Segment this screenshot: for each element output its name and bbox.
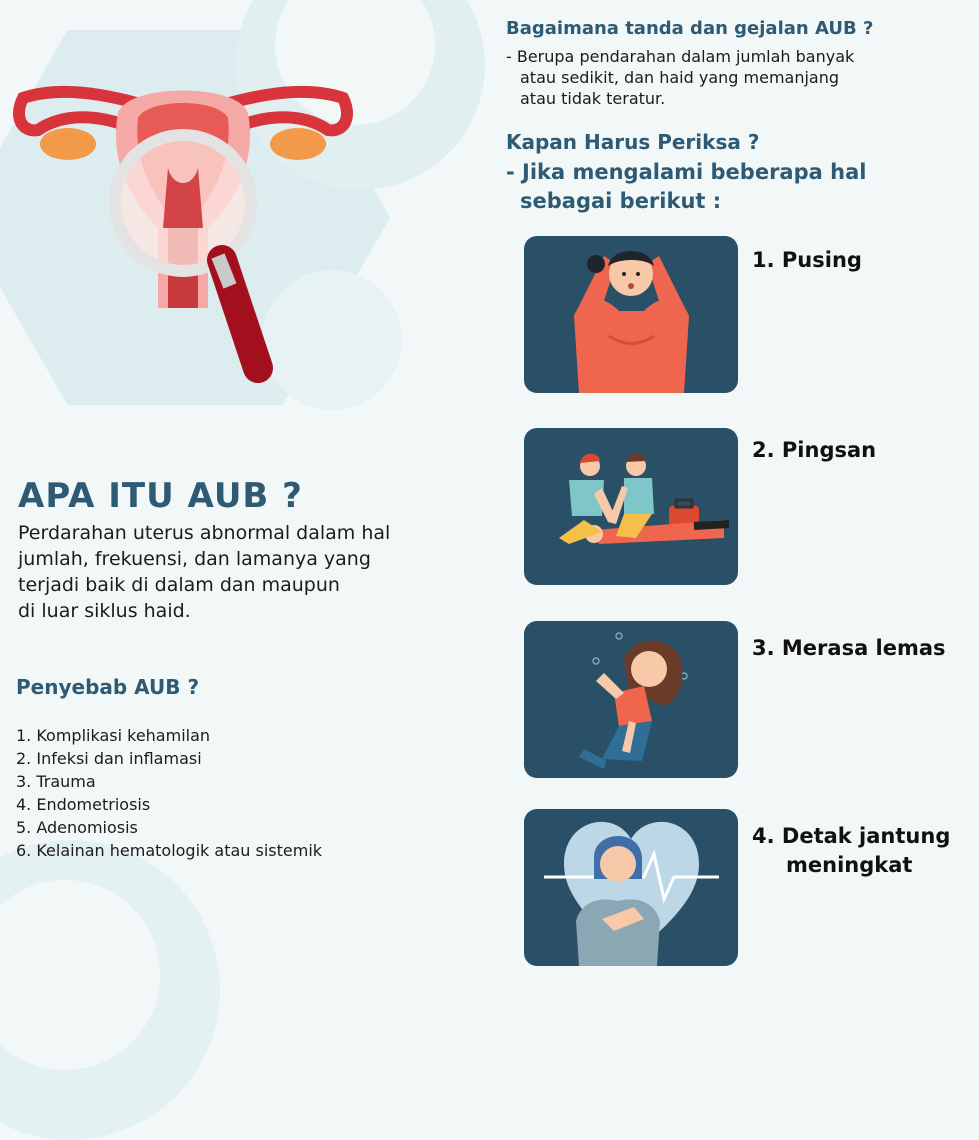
weak-kneeling-woman-icon xyxy=(524,621,738,778)
list-item: 4. Endometriosis xyxy=(16,795,151,814)
symptom-card-faint xyxy=(524,428,738,585)
list-item: 1. Komplikasi kehamilan xyxy=(16,726,211,745)
symptom-label-text: 1. Pusing xyxy=(752,248,862,272)
list-item: 3. Trauma xyxy=(16,772,96,791)
when-check-description xyxy=(506,158,866,216)
signs-line: atau tidak teratur. xyxy=(520,89,666,108)
when-check-line: sebagai berikut : xyxy=(520,189,722,213)
cpr-rescue-icon xyxy=(524,428,738,585)
about-line: di luar siklus haid. xyxy=(18,600,191,622)
page-title: APA ITU AUB ? xyxy=(18,476,303,516)
when-check-line: - Jika mengalami beberapa hal xyxy=(506,160,867,184)
causes-title: Penyebab AUB ? xyxy=(16,675,200,699)
about-line: jumlah, frekuensi, dan lamanya yang xyxy=(18,548,371,570)
symptom-label-heartbeat xyxy=(752,822,950,880)
symptom-label-text: 3. Merasa lemas xyxy=(752,636,946,660)
heartbeat-person-icon xyxy=(524,809,738,966)
symptom-label-dizzy xyxy=(752,246,862,275)
symptom-card-dizzy xyxy=(524,236,738,393)
about-line: Perdarahan uterus abnormal dalam hal xyxy=(18,522,391,544)
symptom-label-weak xyxy=(752,634,946,663)
symptom-label-faint xyxy=(752,436,876,465)
list-item: 5. Adenomiosis xyxy=(16,818,138,837)
list-item: 6. Kelainan hematologik atau sistemik xyxy=(16,841,323,860)
symptom-card-heartbeat xyxy=(524,809,738,966)
uterus-magnifier-icon xyxy=(8,78,358,390)
symptom-card-weak xyxy=(524,621,738,778)
about-line: terjadi baik di dalam dan maupun xyxy=(18,574,340,596)
about-description xyxy=(18,520,390,624)
signs-title: Bagaimana tanda dan gejalan AUB ? xyxy=(506,18,874,39)
causes-list xyxy=(16,724,322,862)
symptom-label-text: 4. Detak jantung xyxy=(752,824,951,848)
when-check-title: Kapan Harus Periksa ? xyxy=(506,130,760,154)
signs-description xyxy=(506,46,966,109)
dizzy-person-icon xyxy=(524,236,738,393)
symptom-label-text: meningkat xyxy=(786,853,913,877)
signs-line: - Berupa pendarahan dalam jumlah banyak xyxy=(506,47,855,66)
signs-line: atau sedikit, dan haid yang memanjang xyxy=(520,68,840,87)
symptom-label-text: 2. Pingsan xyxy=(752,438,877,462)
list-item: 2. Infeksi dan inflamasi xyxy=(16,749,202,768)
